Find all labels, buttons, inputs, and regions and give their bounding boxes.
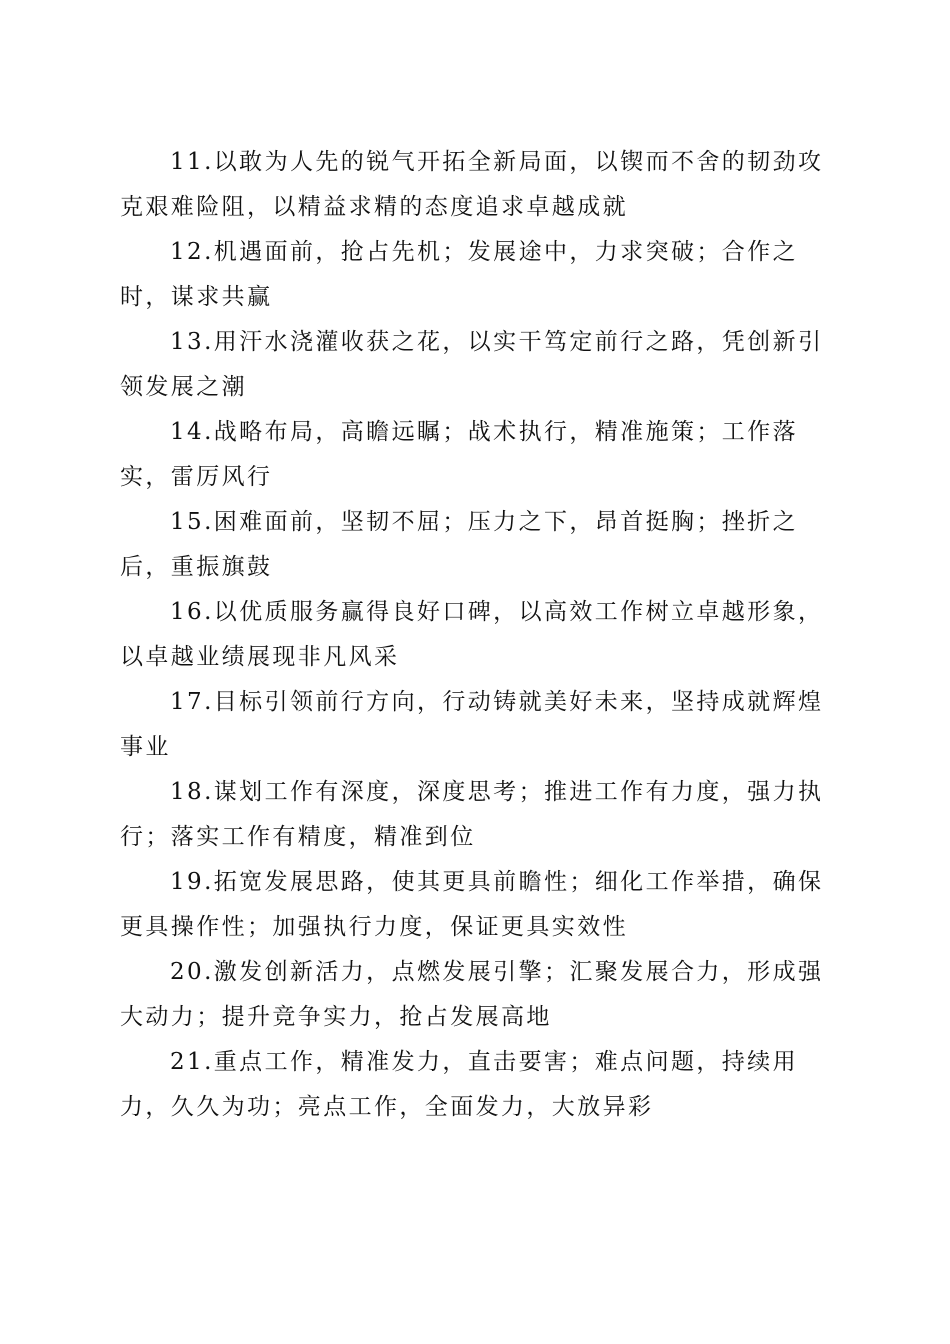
paragraph-20: 20.激发创新活力，点燃发展引擎；汇聚发展合力，形成强大动力；提升竞争实力，抢占发展高地 (120, 959, 824, 1030)
paragraph-16: 16.以优质服务赢得良好口碑，以高效工作树立卓越形象，以卓越业绩展现非凡风采 (120, 599, 824, 670)
paragraph-19: 19.拓宽发展思路，使其更具前瞻性；细化工作举措，确保更具操作性；加强执行力度，保证更具实效性 (120, 869, 824, 940)
paragraph-11: 11.以敢为人先的锐气开拓全新局面，以锲而不舍的韧劲攻克艰难险阻，以精益求精的态度追求卓越成就 (120, 149, 824, 220)
paragraph-14: 14.战略布局，高瞻远瞩；战术执行，精准施策；工作落实，雷厉风行 (120, 419, 798, 490)
paragraph-15: 15.困难面前，坚韧不屈；压力之下，昂首挺胸；挫折之后，重振旗鼓 (120, 509, 798, 580)
paragraph-18: 18.谋划工作有深度，深度思考；推进工作有力度，强力执行；落实工作有精度，精准到位 (120, 779, 824, 850)
paragraph-13: 13.用汗水浇灌收获之花，以实干笃定前行之路，凭创新引领发展之潮 (120, 329, 824, 400)
document-body (120, 140, 840, 1130)
paragraph-12: 12.机遇面前，抢占先机；发展途中，力求突破；合作之时，谋求共赢 (120, 239, 798, 310)
paragraph-21: 21.重点工作，精准发力，直击要害；难点问题，持续用力，久久为功；亮点工作，全面发力，大放异彩 (120, 1049, 798, 1120)
paragraph-17: 17.目标引领前行方向，行动铸就美好未来，坚持成就辉煌事业 (120, 689, 824, 760)
